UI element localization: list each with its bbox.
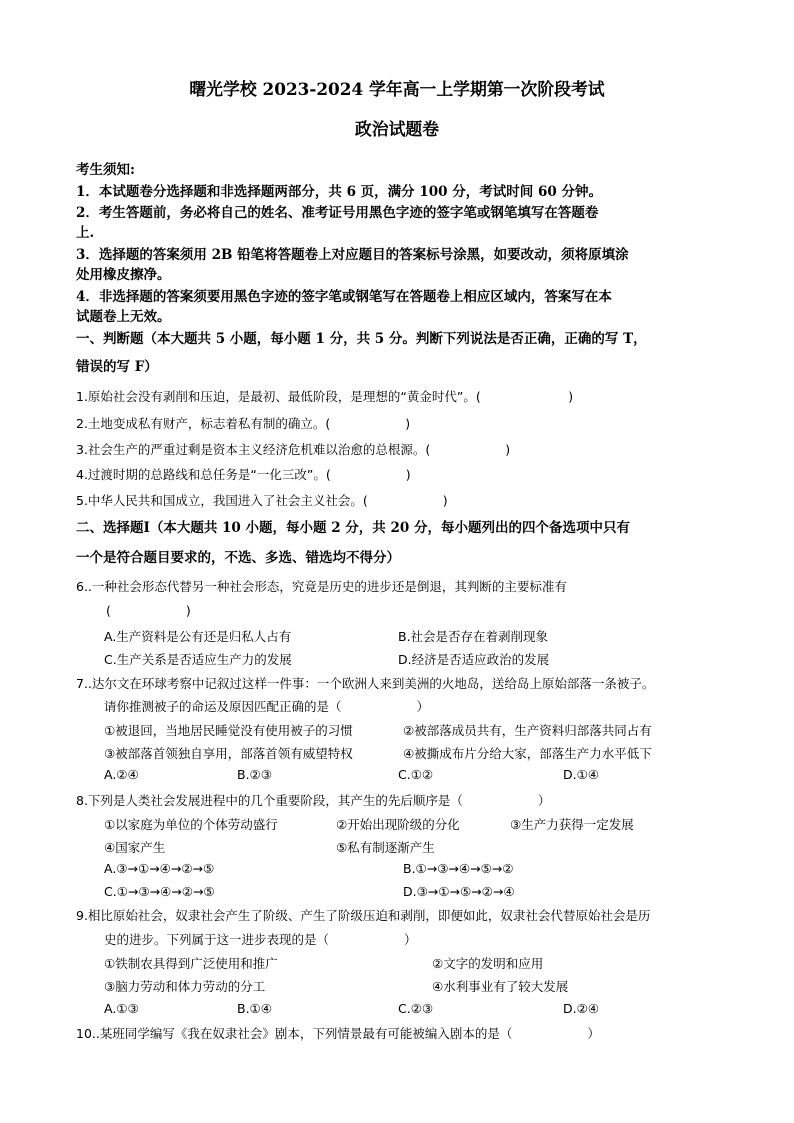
section1-heading-cont: 错误的写 F） bbox=[76, 359, 158, 375]
q7-option-b: B.②③ bbox=[237, 767, 272, 782]
q6-option-b: B.社会是否存在着剥削现象 bbox=[398, 629, 549, 644]
q7-option-a: A.②④ bbox=[104, 767, 139, 782]
q7-statement-3: ③被部落首领独自享用，部落首领有威望特权 bbox=[104, 746, 353, 761]
q8-stem: 8.下列是人类社会发展进程中的几个重要阶段，其产生的先后顺序是（ ） bbox=[76, 793, 551, 808]
q6-stem: 6..一种社会形态代替另一种社会形态，究竟是历史的进步还是倒退，其判断的主要标准有 bbox=[76, 579, 567, 594]
q7-statement-4: ④被撕成布片分给大家，部落生产力水平低下 bbox=[403, 746, 652, 761]
q6-option-a: A.生产资料是公有还是归私人占有 bbox=[104, 629, 292, 644]
section1-heading: 一、判断题（本大题共 5 小题，每小题 1 分，共 5 分。判断下列说法是否正确，正确的写 T， bbox=[76, 331, 647, 347]
notice-line-4b: 试题卷上无效。 bbox=[76, 309, 171, 325]
judge-q5: 5.中华人民共和国成立，我国进入了社会主义社会。( ) bbox=[76, 493, 448, 508]
q8-option-d: D.③→①→⑤→②→④ bbox=[403, 884, 515, 899]
q9-statement-1: ①铁制农具得到广泛使用和推广 bbox=[104, 956, 278, 971]
q7-stem-cont: 请你推测被子的命运及原因匹配正确的是（ ） bbox=[104, 699, 430, 714]
notice-line-2a: 2．考生答题前，务必将自己的姓名、准考证号用黑色字迹的签字笔或钢笔填写在答题卷 bbox=[76, 205, 599, 221]
q8-option-b: B.①→③→④→⑤→② bbox=[403, 861, 514, 876]
notice-line-2b: 上. bbox=[76, 225, 95, 241]
notice-line-4a: 4．非选择题的答案须要用黑色字迹的签字笔或钢笔写在答题卷上相应区域内，答案写在本 bbox=[76, 289, 612, 305]
q7-option-c: C.①② bbox=[398, 767, 434, 782]
q7-stem: 7..达尔文在环球考察中记叙过这样一件事：一个欧洲人来到美洲的火地岛，送给岛上原始部落一条被子。 bbox=[76, 676, 655, 691]
section2-heading: 二、选择题Ⅰ（本大题共 10 小题，每小题 2 分，共 20 分，每小题列出的四个备选项中只有 bbox=[76, 520, 630, 536]
section2-heading-cont: 一个是符合题目要求的，不选、多选、错选均不得分） bbox=[76, 550, 400, 566]
q7-option-d: D.①④ bbox=[563, 767, 600, 782]
exam-title: 曙光学校 2023-2024 学年高一上学期第一次阶段考试 bbox=[189, 79, 605, 99]
q8-statement-4: ④国家产生 bbox=[104, 840, 166, 855]
q8-option-c: C.①→③→④→②→⑤ bbox=[104, 884, 215, 899]
notice-heading: 考生须知: bbox=[76, 162, 135, 178]
judge-q4: 4.过渡时期的总路线和总任务是“一化三改”。( ) bbox=[76, 467, 411, 482]
q6-answer-blank: ( ) bbox=[106, 603, 191, 618]
q7-statement-2: ②被部落成员共有，生产资料归部落共同占有 bbox=[403, 723, 652, 738]
q9-stem: 9.相比原始社会，奴隶社会产生了阶级、产生了阶级压迫和剥削，即便如此，奴隶社会代替原始社会是历 bbox=[76, 908, 651, 923]
q8-option-a: A.③→①→④→②→⑤ bbox=[104, 861, 215, 876]
q7-statement-1: ①被退回，当地居民睡觉没有使用被子的习惯 bbox=[104, 723, 353, 738]
q9-option-d: D.②④ bbox=[563, 1001, 600, 1016]
q8-statement-1: ①以家庭为单位的个体劳动盛行 bbox=[104, 817, 278, 832]
q6-option-c: C.生产关系是否适应生产力的发展 bbox=[104, 652, 292, 667]
q8-statement-2: ②开始出现阶级的分化 bbox=[336, 817, 460, 832]
q9-statement-4: ④水利事业有了较大发展 bbox=[432, 979, 569, 994]
q9-stem-cont: 史的进步。下列属于这一进步表现的是（ ） bbox=[104, 932, 417, 947]
q9-option-a: A.①③ bbox=[104, 1001, 139, 1016]
q9-statement-2: ②文字的发明和应用 bbox=[432, 956, 544, 971]
judge-q3: 3.社会生产的严重过剩是资本主义经济危机难以治愈的总根源。( ) bbox=[76, 442, 511, 457]
q8-statement-3: ③生产力获得一定发展 bbox=[510, 817, 634, 832]
q8-statement-5: ⑤私有制逐渐产生 bbox=[336, 840, 435, 855]
q10-stem: 10..某班同学编写《我在奴隶社会》剧本，下列情景最有可能被编入剧本的是（ ） bbox=[76, 1026, 600, 1041]
judge-q1: 1.原始社会没有剥削和压迫，是最初、最低阶段，是理想的“黄金时代”。( ) bbox=[76, 389, 574, 404]
judge-q2: 2.土地变成私有财产，标志着私有制的确立。( ) bbox=[76, 416, 411, 431]
q6-option-d: D.经济是否适应政治的发展 bbox=[398, 652, 550, 667]
exam-subtitle: 政治试题卷 bbox=[354, 119, 440, 139]
q9-statement-3: ③脑力劳动和体力劳动的分工 bbox=[104, 979, 266, 994]
q9-option-b: B.①④ bbox=[237, 1001, 272, 1016]
notice-line-3b: 处用橡皮擦净。 bbox=[76, 267, 171, 283]
q9-option-c: C.②③ bbox=[398, 1001, 434, 1016]
notice-line-3a: 3．选择题的答案须用 2B 铅笔将答题卷上对应题目的答案标号涂黑，如要改动，须将原填涂 bbox=[76, 247, 629, 263]
notice-line-1: 1．本试题卷分选择题和非选择题两部分，共 6 页，满分 100 分，考试时间 60 分钟。 bbox=[76, 184, 602, 200]
